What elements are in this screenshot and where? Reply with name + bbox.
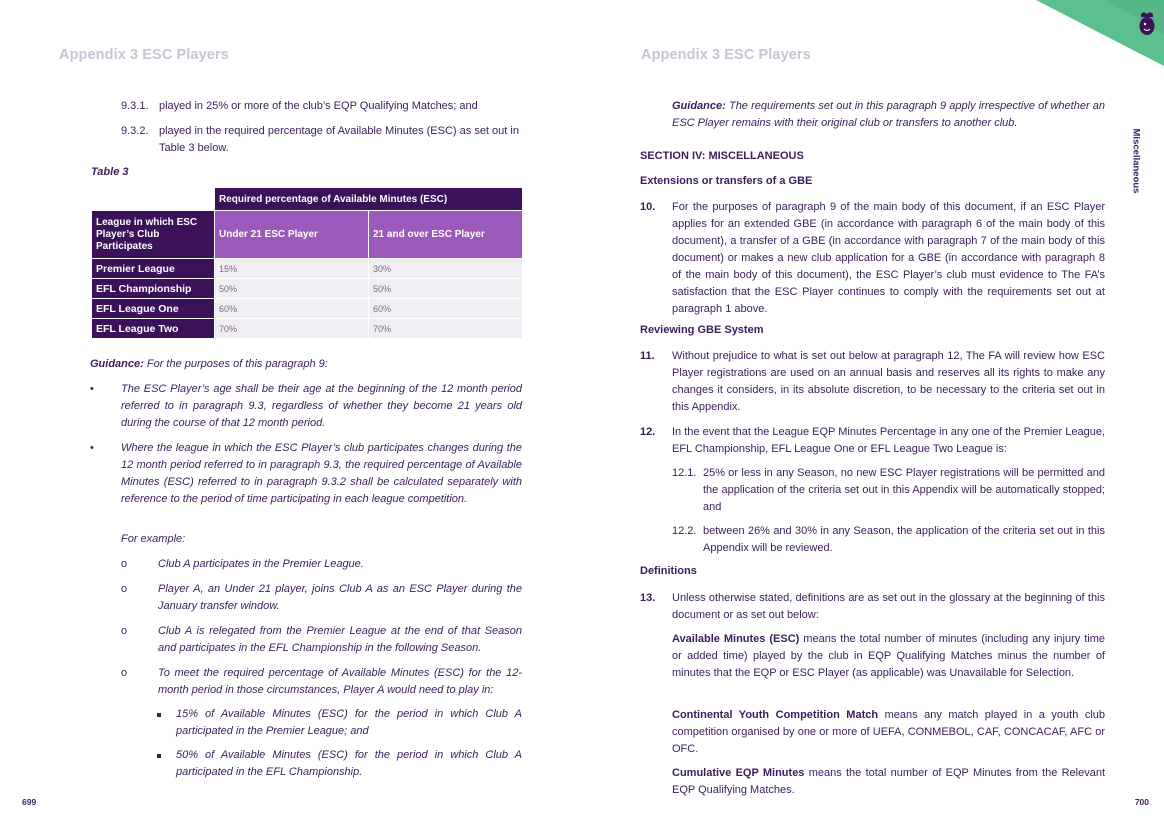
table-value-cell: 30% — [369, 259, 523, 279]
table-row — [92, 279, 523, 299]
sub-item-number: 9.3.2. — [121, 125, 149, 137]
example-text: Player A, an Under 21 player, joins Club A as an ESC Player during the January transfer window. — [158, 583, 522, 612]
paragraph-number: 13. — [640, 592, 656, 604]
paragraph-number: 12. — [640, 426, 656, 438]
definition-text: means the total number of EQP Minutes from the Relevant EQP Qualifying Matches. — [672, 767, 1105, 796]
table-value-cell: 50% — [369, 279, 523, 299]
guidance-label: Guidance: — [672, 100, 726, 112]
paragraph-12 — [640, 424, 1105, 458]
paragraph-text: Without prejudice to what is set out below at paragraph 12, The FA will review how ESC Player registrations are used on an annual basis and reserves all its rights to make any changes it considers, in its absolute discretion, to be necessary to the criteria set out in this Appendix. — [672, 350, 1105, 413]
sub-item-text: between 26% and 30% in any Season, the application of the criteria set out in this Appendix will be reviewed. — [703, 525, 1105, 554]
definition-continental-youth — [672, 707, 1105, 758]
page-header-left: Appendix 3 ESC Players — [59, 47, 229, 63]
guidance-note — [672, 98, 1105, 132]
example-item — [121, 556, 522, 573]
guidance-bullet — [90, 381, 522, 432]
sub-item-9-3-2 — [121, 123, 522, 157]
table-value-cell: 70% — [215, 319, 369, 339]
definition-cumulative-eqp — [672, 765, 1105, 799]
square-bullet-icon — [157, 713, 161, 717]
guidance-text: The requirements set out in this paragraph 9 apply irrespective of whether an ESC Player remains with their original club or transfers to another club. — [672, 100, 1105, 129]
paragraph-number: 10. — [640, 201, 656, 213]
example-marker: o — [121, 667, 128, 679]
definition-text: means any match played in a youth club competition organised by one or more of UEFA, CONMEBOL, CAF, CONCACAF, AFC or OFC. — [672, 709, 1105, 755]
table-blank-corner — [92, 188, 215, 211]
sub-item-text: played in 25% or more of the club’s EQP Qualifying Matches; and — [159, 100, 478, 112]
sub-item-number: 12.2. — [672, 525, 697, 537]
square-bullet-icon — [157, 754, 161, 758]
sub-item-text: 25% or less in any Season, no new ESC Player registrations will be permitted and the application of the criteria set out in this Appendix will be automatically stopped; and — [703, 467, 1105, 513]
example-text: To meet the required percentage of Available Minutes (ESC) for the 12-month period in those circumstances, Player A would need to play in: — [158, 667, 522, 696]
section-title: SECTION IV: MISCELLANEOUS — [640, 150, 804, 162]
paragraph-number: 11. — [640, 350, 655, 362]
sub-item-number: 9.3.1. — [121, 100, 149, 112]
guidance-bullet — [90, 440, 522, 508]
sub-item-12-1 — [672, 465, 1105, 516]
sub-bullet — [155, 747, 522, 781]
sub-bullet-text: 15% of Available Minutes (ESC) for the period in which Club A participated in the Premier League; and — [176, 708, 522, 737]
definition-text: means the total number of minutes (including any injury time or added time) played by the club in EQP Qualifying Matches minus the number of minutes that the EQP or ESC Player (as applicable) was Unavailable for Selection. — [672, 633, 1105, 679]
sub-bullet — [155, 706, 522, 740]
example-item — [121, 665, 522, 699]
bullet-marker: • — [90, 383, 94, 395]
sub-item-number: 12.1. — [672, 467, 697, 479]
definition-term: Continental Youth Competition Match — [672, 709, 879, 721]
heading-reviewing: Reviewing GBE System — [640, 324, 764, 336]
example-marker: o — [121, 558, 128, 570]
minutes-table — [91, 187, 523, 339]
example-marker: o — [121, 583, 128, 595]
bullet-marker: • — [90, 442, 94, 454]
example-marker: o — [121, 625, 128, 637]
table-caption: Table 3 — [91, 166, 129, 178]
page-header-right: Appendix 3 ESC Players — [641, 47, 811, 63]
example-text: Club A is relegated from the Premier League at the end of that Season and participates in the EFL Championship in the following Season. — [158, 625, 522, 654]
right-page — [582, 0, 1164, 826]
paragraph-11 — [640, 348, 1105, 416]
bullet-text: The ESC Player’s age shall be their age at the beginning of the 12 month period referred to in paragraph 9.3, regardless of whether they become 21 years old during the course of that 12 month period. — [121, 383, 522, 429]
paragraph-text: Unless otherwise stated, definitions are as set out in the glossary at the beginning of this document or as set out below: — [672, 592, 1105, 621]
example-text: Club A participates in the Premier League. — [158, 558, 364, 570]
table-value-cell: 60% — [369, 299, 523, 319]
table-row — [92, 319, 523, 339]
section-side-tab — [1129, 125, 1143, 197]
guidance-label: Guidance: — [90, 358, 144, 370]
table-league-cell: EFL Championship — [92, 279, 215, 299]
table-league-cell: EFL League One — [92, 299, 215, 319]
example-item — [121, 623, 522, 657]
heading-extensions: Extensions or transfers of a GBE — [640, 175, 813, 187]
page-number-left: 699 — [22, 797, 37, 807]
table-league-cell: Premier League — [92, 259, 215, 279]
example-intro: For example: — [121, 533, 186, 545]
table-value-cell: 15% — [215, 259, 369, 279]
corner-accent — [1014, 0, 1164, 70]
side-tab-label: Miscellaneous — [1130, 128, 1142, 194]
example-item — [121, 581, 522, 615]
table-row-header-label: League in which ESC Player’s Club Participates — [92, 211, 215, 259]
guidance-intro — [90, 356, 328, 373]
definition-available-minutes — [672, 631, 1105, 682]
paragraph-10 — [640, 199, 1105, 318]
table-column-21-over: 21 and over ESC Player — [369, 211, 523, 259]
table-row — [92, 299, 523, 319]
paragraph-text: For the purposes of paragraph 9 of the main body of this document, if an ESC Player applies for an extended GBE (in accordance with paragraph 6 of the main body of this document), a transfer of a GBE (in accordance with paragraph 7 of the main body of this document) or makes a new club application for a GBE (in accordance with paragraph 8 of the main body of this document), the ESC Player’s club must evidence to The FA’s satisfaction that the ESC Player continues to comply with the requirements set out at paragraph 1 above. — [672, 201, 1105, 315]
guidance-text: For the purposes of this paragraph 9: — [146, 358, 328, 370]
table-value-cell: 50% — [215, 279, 369, 299]
table-top-header: Required percentage of Available Minutes (ESC) — [215, 188, 523, 211]
sub-item-text: played in the required percentage of Available Minutes (ESC) as set out in Table 3 below. — [159, 125, 519, 154]
definition-term: Available Minutes (ESC) — [672, 633, 800, 645]
paragraph-text: In the event that the League EQP Minutes Percentage in any one of the Premier League, EFL Championship, EFL League One or EFL League Two League is: — [672, 426, 1105, 455]
page-number-right: 700 — [1134, 797, 1149, 807]
lion-crest-icon — [1140, 12, 1155, 35]
table-league-cell: EFL League Two — [92, 319, 215, 339]
table-row — [92, 259, 523, 279]
bullet-text: Where the league in which the ESC Player’s club participates changes during the 12 month period referred to in paragraph 9.3, the required percentage of Available Minutes (ESC) referred to in paragraph 9.3.2 shall be calculated separately with reference to the period of time participating in each league competition. — [121, 442, 522, 505]
paragraph-13 — [640, 590, 1105, 624]
table-value-cell: 70% — [369, 319, 523, 339]
sub-item-9-3-1 — [121, 98, 522, 115]
sub-item-12-2 — [672, 523, 1105, 557]
table-column-under21: Under 21 ESC Player — [215, 211, 369, 259]
definition-term: Cumulative EQP Minutes — [672, 767, 805, 779]
sub-bullet-text: 50% of Available Minutes (ESC) for the period in which Club A participated in the EFL Championship. — [176, 749, 522, 778]
table-value-cell: 60% — [215, 299, 369, 319]
heading-definitions: Definitions — [640, 565, 697, 577]
